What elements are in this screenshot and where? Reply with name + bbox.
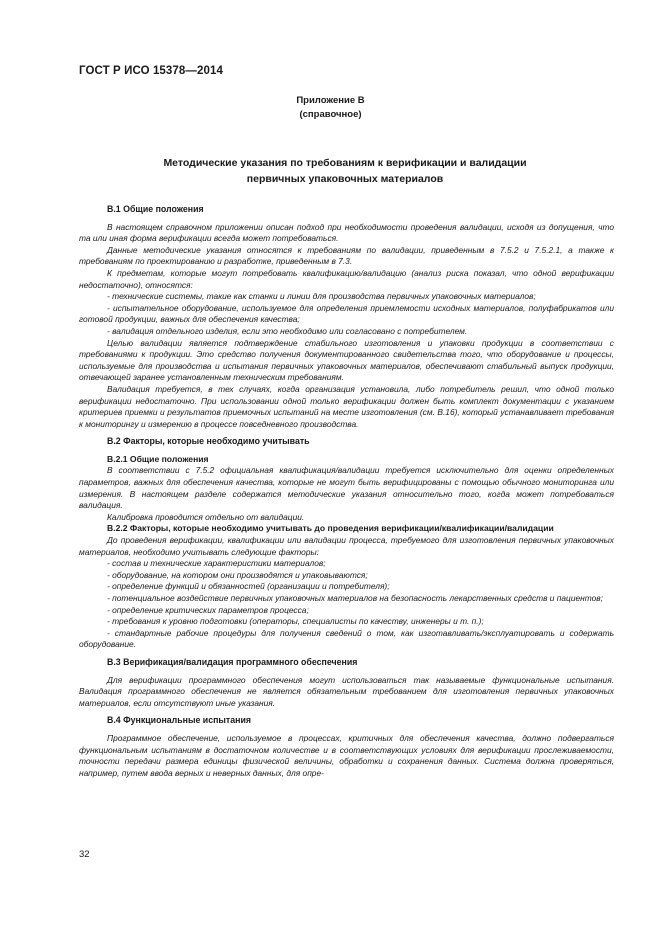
list-item: - состав и технические характеристики материалов; [107, 558, 326, 569]
page-number: 32 [79, 849, 90, 860]
paragraph: К предметам, которые могут потребовать квалификацию/валидацию (анализ риска показал, что одной верификации недостаточно), относятся: [79, 267, 614, 290]
annex-title-line1: Методические указания по требованиям к верификации и валидации [163, 157, 527, 169]
section-heading: В.3 Верификация/валидация программного обеспечения [107, 656, 358, 667]
paragraph: Данные методические указания относятся к требованиям по валидации, приведенным в 7.5.2 и 7.5.2.1, а также к требованиям по проектированию и разработке, приведенным в 7.3. [79, 244, 614, 267]
paragraph: Калибровка проводится отдельно от валидации. [107, 511, 305, 522]
annex-title [130, 155, 560, 187]
standard-header: ГОСТ Р ИСО 15378—2014 [79, 65, 224, 77]
list-item: - оборудование, на котором они производятся и упаковываются; [107, 569, 368, 580]
paragraph: Программное обеспечение, используемое в процессах, критичных для обеспечения качества, должно подвергаться функциональным испытаниям в достаточном количестве и в соответствующих условиях для верификации прослеживаемости, точности передачи размера единицы физической величины, обработки и сохранения данных. Система должна проверяться, например, путем ввода верных и неверных данных, для опре- [79, 732, 614, 778]
annex-title-line2: первичных упаковочных материалов [246, 173, 444, 185]
paragraph: В настоящем справочном приложении описан подход при необходимости проведения валидации, исходя из допущения, что та или иная форма верификации всегда может потребоваться. [79, 221, 614, 244]
paragraph: В соответствии с 7.5.2 официальная квалификация/валидации требуется исключительно для оценки определенных параметров, важных для обеспечения качества, которые не могут быть верифицированы с помощью обычного мониторинга или измерения. В настоящем разделе содержатся методические указания относительно того, когда может потребоваться валидация. [79, 465, 614, 511]
annex-heading [0, 94, 661, 122]
section-heading: В.4 Функциональные испытания [107, 715, 251, 726]
list-item: - валидация отдельного изделия, если это необходимо или согласовано с потребителем. [107, 325, 468, 336]
section-heading: В.1 Общие положения [107, 204, 204, 214]
list-item: - определение функций и обязанностей (организации и потребителя); [107, 581, 390, 592]
list-item: - потенциальное воздействие первичных упаковочных материалов на безопасность лекарственных средств и пациентов; [107, 593, 604, 603]
paragraph: Целью валидации является подтверждение стабильного изготовления и упаковки продукции в соответствии с требованиями к продукции. Это средство получения документированного свидетельства того, что оборудование и процессы, используемые для производства и испытания первичных упаковочных материалов, обеспечивают стабильный выпуск продукции, отвечающей заранее установленным техническим требованиям. [79, 337, 614, 383]
subsection-heading: В.2.1 Общие положения [107, 453, 209, 464]
paragraph: Валидация требуется, в тех случаях, когда организация установила, либо потребитель решил, что одной только верификации недостаточно. При использовании одной только верификации должен быть комплект документации с указанием критериев приемки и результатов приемочных испытаний на месте изготовления (см. В.16), который устанавливает требования к мониторингу и измерению в процессе повседневного производства. [79, 383, 614, 429]
paragraph: До проведения верификации, квалификации или валидации процесса, требуемого для изготовления первичных упаковочных материалов, необходимо учитывать следующие факторы: [79, 535, 614, 557]
list-item: - испытательное оборудование, используемое для определения приемлемости исходных материалов, полуфабрикатов или готовой продукции, важных для обеспечения качества; [79, 302, 614, 325]
list-item: - требования к уровню подготовки (операторы, специалисты по качеству, инженеры и т. п.); [107, 616, 484, 627]
list-item: - определение критических параметров процесса; [107, 604, 309, 615]
paragraph: Для верификации программного обеспечения могут использоваться так называемые функциональные испытания. Валидация программного обеспечения не является обязательным требованием для изготовления первичных упаковочных материалов, если отсутствуют иные указания. [79, 674, 614, 708]
annex-label: Приложение В [296, 95, 365, 106]
list-item: - стандартные рабочие процедуры для получения сведений о том, как изготавливать/эксплуатировать и содержать оборудование. [79, 627, 614, 650]
list-item: - технические системы, такие как станки и линии для производства первичных упаковочных материалов; [107, 291, 536, 302]
document-body [79, 198, 614, 779]
annex-note: (справочное) [299, 109, 362, 120]
subsection-heading: В.2.2 Факторы, которые необходимо учитывать до проведения верификации/квалификации/валидации [107, 523, 554, 534]
section-heading: В.2 Факторы, которые необходимо учитывать [107, 436, 310, 447]
